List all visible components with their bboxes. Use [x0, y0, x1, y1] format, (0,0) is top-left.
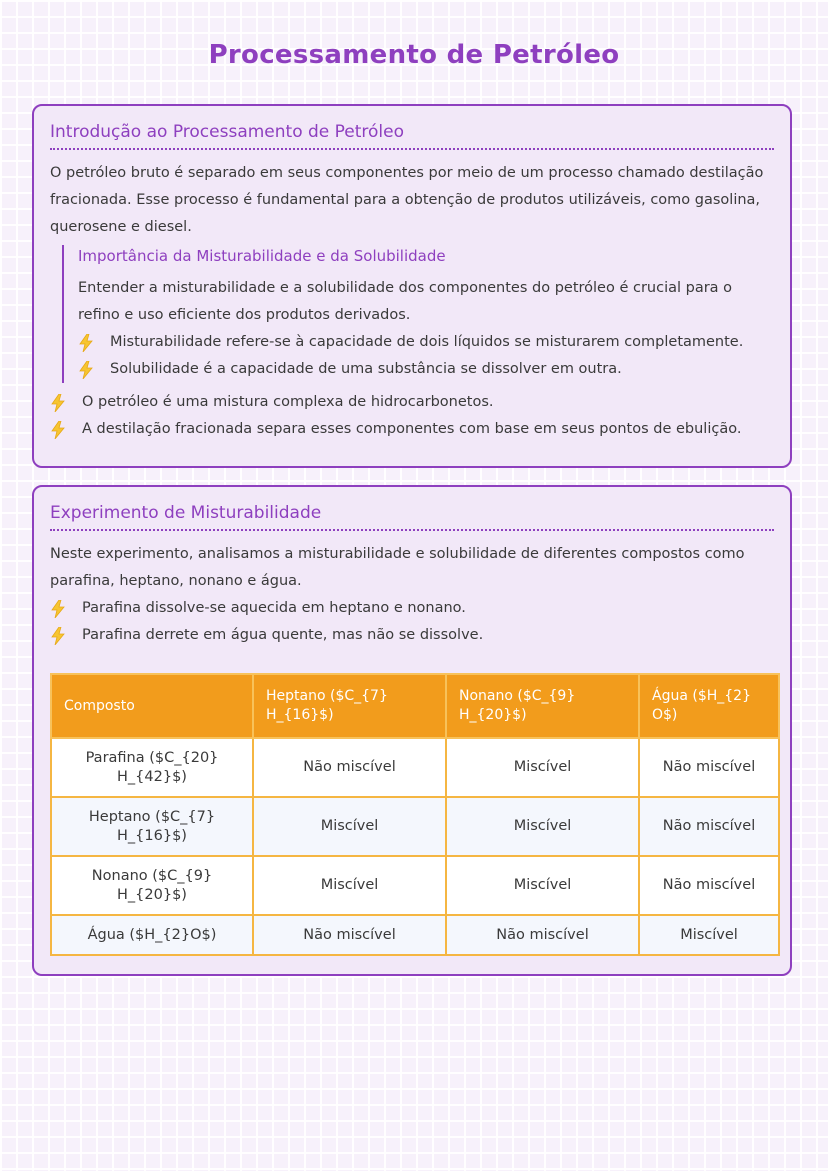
- lightning-bolt-icon: [50, 394, 66, 412]
- table-cell: Miscível: [253, 856, 446, 915]
- table-cell: Miscível: [446, 856, 639, 915]
- intro-card: [32, 104, 792, 468]
- list-item: [50, 416, 774, 443]
- bullet-text: Parafina dissolve-se aquecida em heptano e nonano.: [82, 600, 466, 616]
- lightning-bolt-icon: [78, 334, 94, 352]
- intro-title: Introdução ao Processamento de Petróleo: [50, 122, 774, 150]
- list-item: [78, 329, 774, 356]
- subsection-title: Importância da Misturabilidade e da Solubilidade: [78, 247, 446, 265]
- table-cell: Não miscível: [253, 915, 446, 955]
- list-item: [50, 389, 774, 416]
- lightning-bolt-icon: [78, 361, 94, 379]
- header-agua: Água ($H_{2} O$): [639, 674, 779, 738]
- table-cell: Miscível: [446, 797, 639, 856]
- subsection-paragraph: Entender a misturabilidade e a solubilidade dos componentes do petróleo é crucial para o refino e uso eficiente dos produtos derivados.: [78, 280, 733, 323]
- page-title: Processamento de Petróleo: [208, 40, 620, 70]
- table-row: [51, 797, 779, 856]
- intro-bullet-list: [50, 389, 774, 443]
- table-cell: Não miscível: [639, 856, 779, 915]
- table-cell: Miscível: [446, 738, 639, 797]
- header-composto: Composto: [51, 674, 253, 738]
- bullet-text: Misturabilidade refere-se à capacidade de dois líquidos se misturarem completamente.: [110, 334, 744, 350]
- experiment-title: Experimento de Misturabilidade: [50, 503, 774, 531]
- bullet-text: A destilação fracionada separa esses componentes com base em seus pontos de ebulição.: [82, 421, 742, 437]
- table-cell: Água ($H_{2}O$): [51, 915, 253, 955]
- table-cell: Nonano ($C_{9} H_{20}$): [51, 856, 253, 915]
- bullet-text: O petróleo é uma mistura complexa de hidrocarbonetos.: [82, 394, 494, 410]
- list-item: [50, 595, 774, 622]
- list-item: [50, 622, 774, 649]
- miscibility-table: [50, 673, 780, 956]
- header-heptano: Heptano ($C_{7} H_{16}$): [253, 674, 446, 738]
- bullet-text: Parafina derrete em água quente, mas não se dissolve.: [82, 627, 484, 643]
- intro-paragraph: O petróleo bruto é separado em seus componentes por meio de um processo chamado destilação fracionada. Esse processo é fundamental para a obtenção de produtos utilizáveis, como gasolina, querosene e diesel.: [50, 165, 764, 235]
- experiment-bullet-list: [50, 595, 774, 649]
- table-cell: Heptano ($C_{7} H_{16}$): [51, 797, 253, 856]
- header-nonano: Nonano ($C_{9} H_{20}$): [446, 674, 639, 738]
- lightning-bolt-icon: [50, 600, 66, 618]
- table-cell: Miscível: [253, 797, 446, 856]
- table-header-row: [51, 674, 779, 738]
- table-cell: Parafina ($C_{20} H_{42}$): [51, 738, 253, 797]
- subsection-bullet-list: [78, 329, 774, 383]
- bullet-text: Solubilidade é a capacidade de uma substância se dissolver em outra.: [110, 361, 622, 377]
- experiment-paragraph: Neste experimento, analisamos a misturabilidade e solubilidade de diferentes compostos como parafina, heptano, nonano e água.: [50, 546, 745, 589]
- table-row: [51, 856, 779, 915]
- table-row: [51, 738, 779, 797]
- experiment-card: [32, 485, 792, 976]
- table-cell: Não miscível: [253, 738, 446, 797]
- table-cell: Miscível: [639, 915, 779, 955]
- lightning-bolt-icon: [50, 421, 66, 439]
- importance-subsection: [62, 245, 774, 383]
- table-cell: Não miscível: [446, 915, 639, 955]
- table-cell: Não miscível: [639, 797, 779, 856]
- list-item: [78, 356, 774, 383]
- table-row: [51, 915, 779, 955]
- lightning-bolt-icon: [50, 627, 66, 645]
- table-cell: Não miscível: [639, 738, 779, 797]
